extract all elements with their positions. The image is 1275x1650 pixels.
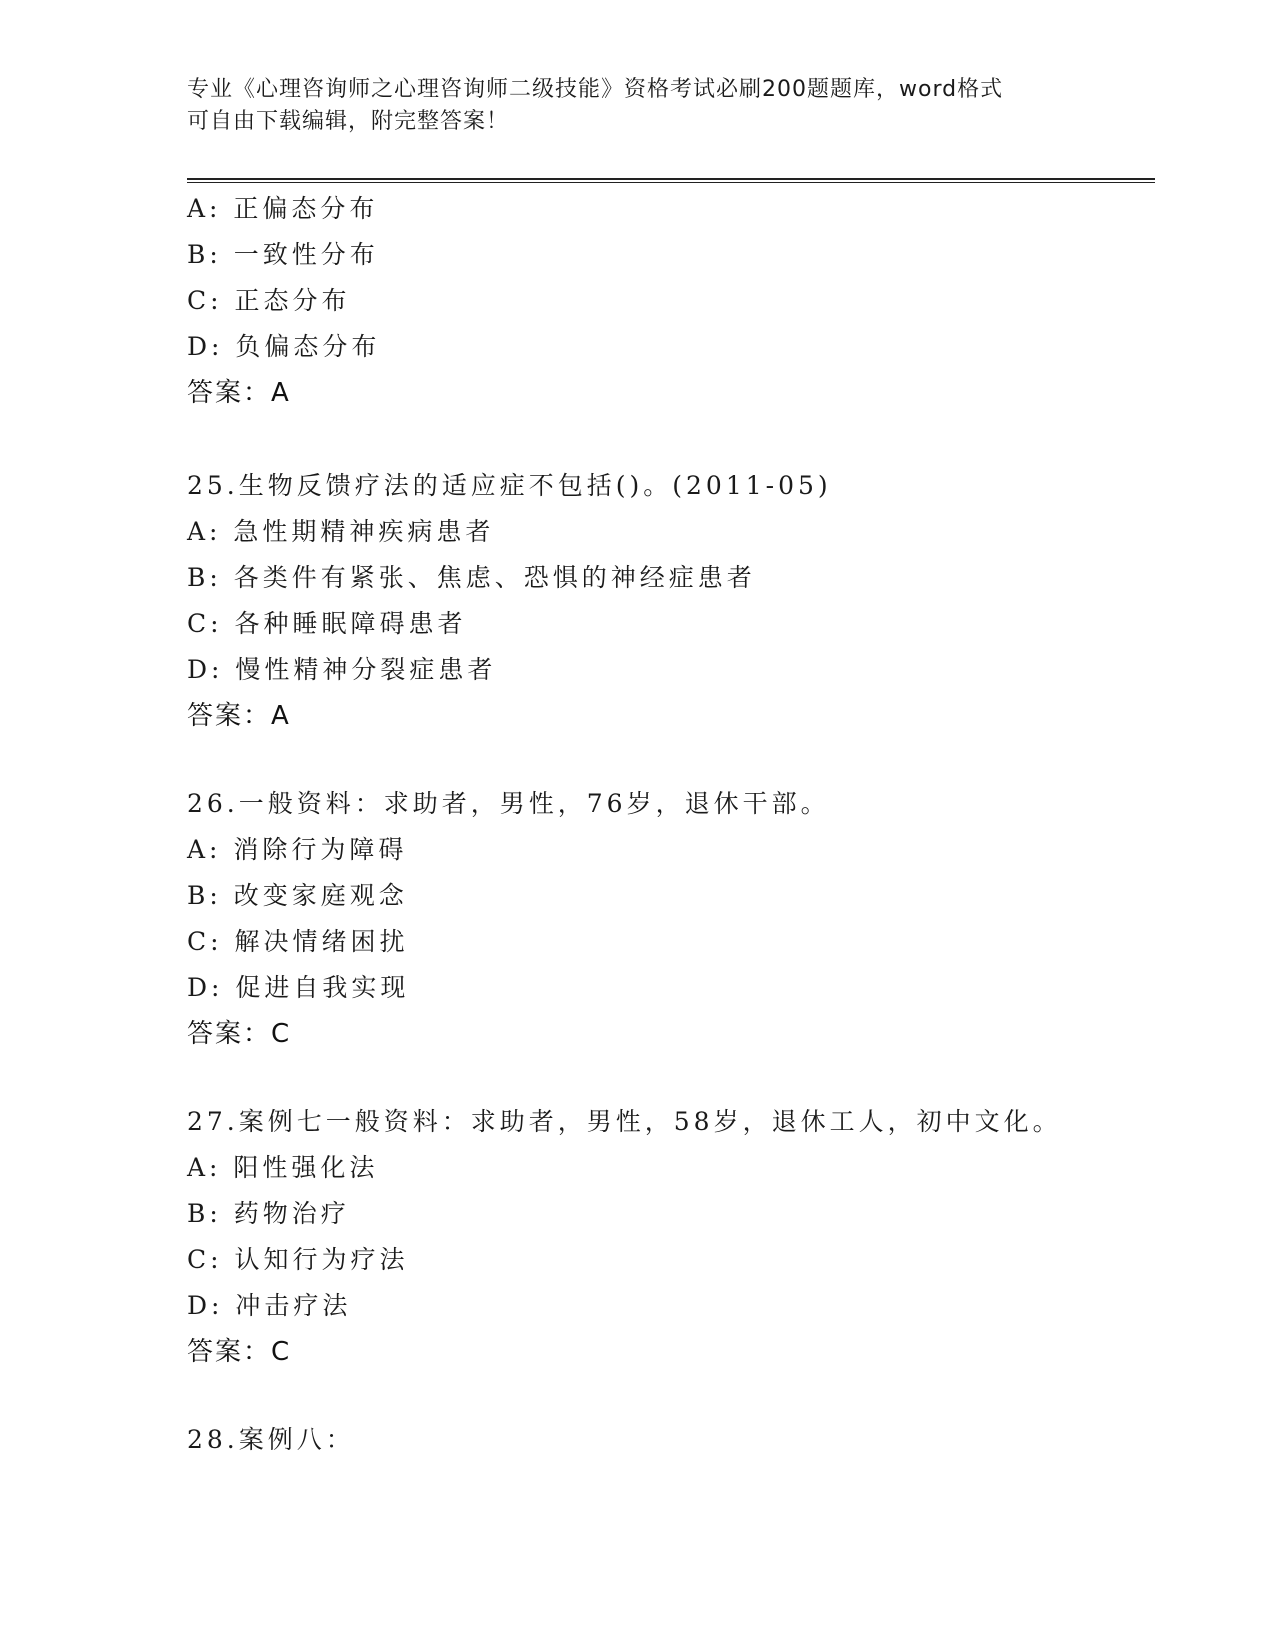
question-stem: 28.案例八： [187,1425,355,1454]
option-b: B: 各类件有紧张、焦虑、恐惧的神经症患者 [187,563,756,592]
answer: 答案：C [187,1337,292,1367]
question-25 [187,463,1187,739]
option-d: D: 冲击疗法 [187,1291,352,1320]
option-b: B: 改变家庭观念 [187,881,408,910]
option-c: C: 正态分布 [187,286,351,315]
question-stem: 26.一般资料：求助者，男性，76岁，退休干部。 [187,789,830,818]
option-a: A: 急性期精神疾病患者 [187,517,495,546]
question-stem: 25.生物反馈疗法的适应症不包括()。(2011-05) [187,471,832,500]
question-27 [187,1099,1187,1375]
answer: 答案：A [187,378,291,408]
option-d: D: 促进自我实现 [187,973,410,1002]
option-d: D: 慢性精神分裂症患者 [187,655,497,684]
document-header [187,74,1067,138]
option-a: A: 正偏态分布 [187,194,379,223]
header-line-1: 专业《心理咨询师之心理咨询师二级技能》资格考试必刷200题题库，word格式 [187,77,1004,102]
option-d: D: 负偏态分布 [187,332,381,361]
option-b: B: 一致性分布 [187,240,379,269]
question-24-continued [187,186,1187,416]
answer: 答案：A [187,701,291,731]
answer: 答案：C [187,1019,292,1049]
option-c: C: 各种睡眠障碍患者 [187,609,467,638]
option-b: B: 药物治疗 [187,1199,350,1228]
option-a: A: 消除行为障碍 [187,835,408,864]
question-26 [187,781,1187,1057]
question-28 [187,1417,1187,1463]
option-a: A: 阳性强化法 [187,1153,379,1182]
question-stem: 27.案例七一般资料：求助者，男性，58岁，退休工人，初中文化。 [187,1107,1062,1136]
header-divider [187,178,1155,183]
option-c: C: 解决情绪困扰 [187,927,409,956]
header-line-2: 可自由下载编辑，附完整答案！ [187,109,510,134]
option-c: C: 认知行为疗法 [187,1245,409,1274]
